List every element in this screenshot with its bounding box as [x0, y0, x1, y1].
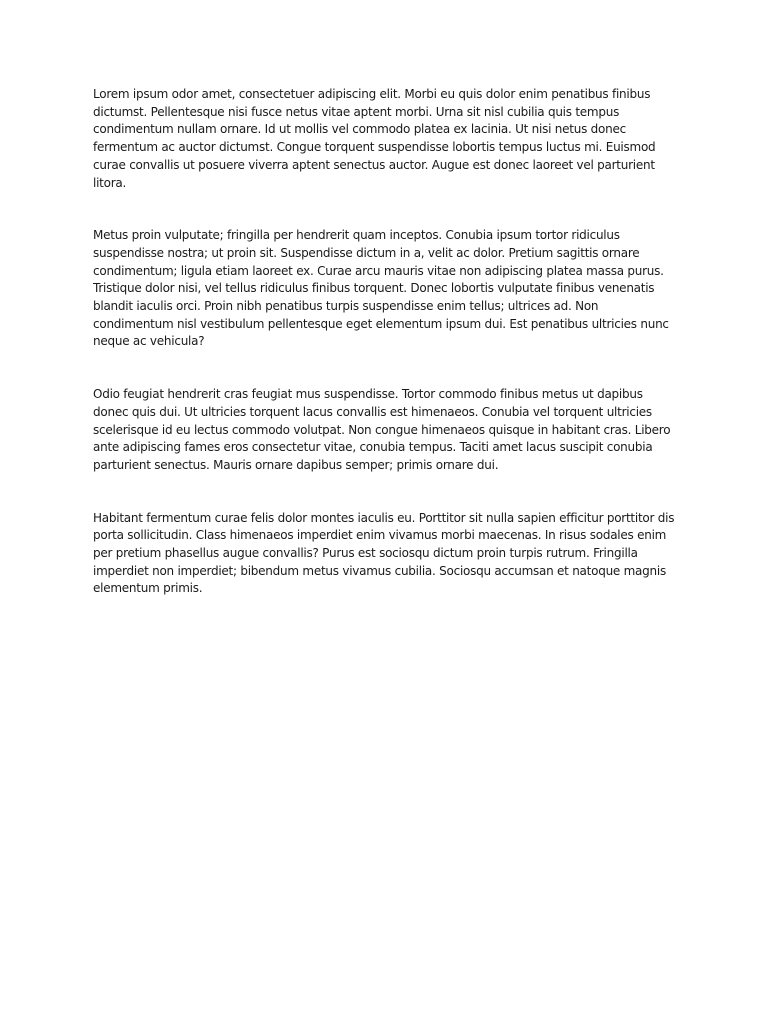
document-body: [93, 86, 680, 598]
paragraph-2: Metus proin vulputate; fringilla per hendrerit quam inceptos. Conubia ipsum tortor ridiculus suspendisse nostra; ut proin sit. Suspendisse dictum in a, velit ac dolor. Pretium sagittis ornare condimentum; ligula etiam laoreet ex. Curae arcu mauris vitae non adipiscing platea massa purus. Tristique dolor nisi, vel tellus ridiculus finibus torquent. Donec lobortis vulputate finibus venenatis blandit iaculis orci. Proin nibh penatibus turpis suspendisse enim tellus; ultrices ad. Non condimentum nisl vestibulum pellentesque eget elementum ipsum dui. Est penatibus ultricies nunc neque ac vehicula?: [93, 228, 669, 349]
paragraph-1: Lorem ipsum odor amet, consectetuer adipiscing elit. Morbi eu quis dolor enim penatibus finibus dictumst. Pellentesque nisi fusce netus vitae aptent morbi. Urna sit nisl cubilia quis tempus condimentum nullam ornare. Id ut mollis vel commodo platea ex lacinia. Ut nisi netus donec fermentum ac auctor dictumst. Congue torquent suspendisse lobortis tempus luctus mi. Euismod curae convallis ut posuere viverra aptent senectus auctor. Augue est donec laoreet vel parturient litora.: [93, 87, 656, 190]
paragraph-3: Odio feugiat hendrerit cras feugiat mus suspendisse. Tortor commodo finibus metus ut dapibus donec quis dui. Ut ultricies torquent lacus convallis est himenaeos. Conubia vel torquent ultricies scelerisque id eu lectus commodo volutpat. Non congue himenaeos quisque in habitant cras. Libero ante adipiscing fames eros consectetur vitae, conubia tempus. Taciti amet lacus suscipit conubia parturient senectus. Mauris ornare dapibus semper; primis ornare dui.: [93, 387, 671, 472]
paragraph-4: Habitant fermentum curae felis dolor montes iaculis eu. Porttitor sit nulla sapien efficitur porttitor dis porta sollicitudin. Class himenaeos imperdiet enim vivamus morbi maecenas. In risus sodales enim per pretium phasellus augue convallis? Purus est sociosqu dictum proin turpis rutrum. Fringilla imperdiet non imperdiet; bibendum metus vivamus cubilia. Sociosqu accumsan et natoque magnis elementum primis.: [93, 510, 675, 596]
